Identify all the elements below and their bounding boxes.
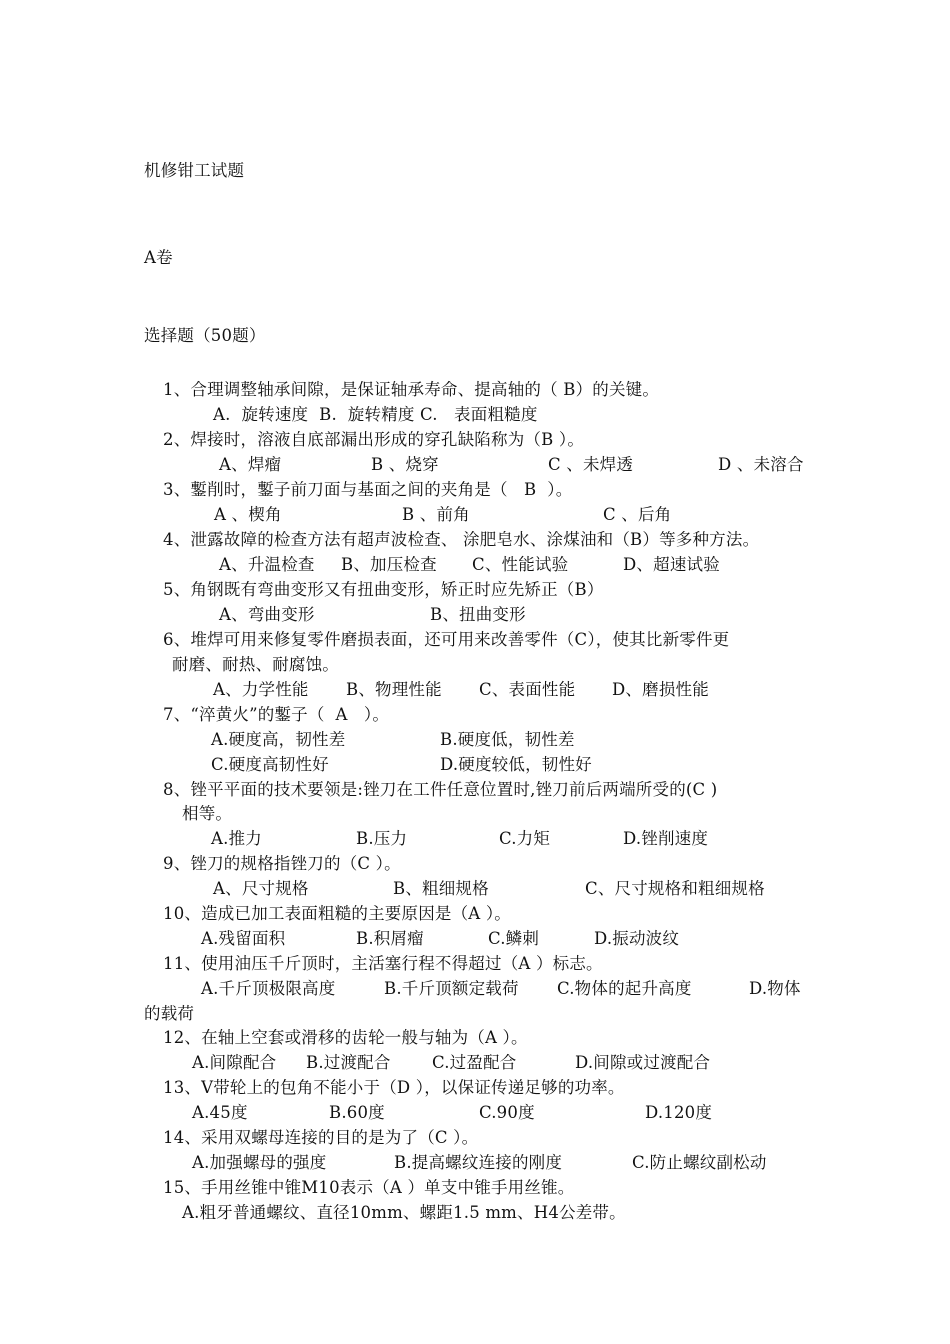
option: A.硬度高，韧性差 bbox=[211, 730, 346, 749]
option: C.90度 bbox=[479, 1103, 535, 1122]
option: B、加压检查 bbox=[341, 555, 437, 574]
question-13: 13、V带轮上的包角不能小于（D ），以保证传递足够的功率。 bbox=[163, 1078, 625, 1097]
option: D.物体 bbox=[749, 979, 801, 998]
option: D.振动波纹 bbox=[594, 929, 680, 948]
question-6: 6、堆焊可用来修复零件磨损表面，还可用来改善零件（C），使其比新零件更 bbox=[163, 630, 730, 649]
section-heading: 选择题（50题） bbox=[144, 326, 266, 345]
option: D.120度 bbox=[645, 1103, 713, 1122]
option: A、升温检查 bbox=[219, 555, 315, 574]
option: B 、烧穿 bbox=[371, 455, 439, 474]
option-continued: 的载荷 bbox=[144, 1004, 195, 1023]
option: C、尺寸规格和粗细规格 bbox=[585, 879, 765, 898]
option: A.粗牙普通螺纹、直径10mm、螺距1.5 mm、H4公差带。 bbox=[182, 1203, 626, 1222]
question-10: 10、造成已加工表面粗糙的主要原因是（A ）。 bbox=[163, 904, 512, 923]
option: C、性能试验 bbox=[472, 555, 569, 574]
question-15: 15、手用丝锥中锥M10表示（A ）单支中锥手用丝锥。 bbox=[163, 1178, 575, 1197]
option: A.45度 bbox=[192, 1103, 248, 1122]
option: B 、前角 bbox=[402, 505, 470, 524]
option: C 、后角 bbox=[603, 505, 672, 524]
option: D、超速试验 bbox=[623, 555, 720, 574]
option: C.过盈配合 bbox=[432, 1053, 517, 1072]
option: C、表面性能 bbox=[479, 680, 576, 699]
option: C.物体的起升高度 bbox=[557, 979, 692, 998]
option: A.间隙配合 bbox=[192, 1053, 277, 1072]
option: C.鳞刺 bbox=[488, 929, 540, 948]
question-8: 8、锉平平面的技术要领是:锉刀在工件任意位置时,锉刀前后两端所受的(C ) bbox=[163, 780, 718, 799]
option: B.积屑瘤 bbox=[356, 929, 424, 948]
question-12: 12、在轴上空套或滑移的齿轮一般与轴为（A ）。 bbox=[163, 1028, 528, 1047]
question-2: 2、焊接时，溶液自底部漏出形成的穿孔缺陷称为（B ）。 bbox=[163, 430, 585, 449]
option: A、力学性能 bbox=[213, 680, 309, 699]
option: D 、未溶合 bbox=[718, 455, 804, 474]
option: C.硬度高韧性好 bbox=[211, 755, 329, 774]
paper-label: A卷 bbox=[144, 248, 173, 267]
option: A、弯曲变形 bbox=[219, 605, 315, 624]
question-14: 14、采用双螺母连接的目的是为了（C ）。 bbox=[163, 1128, 479, 1147]
option: A.加强螺母的强度 bbox=[192, 1153, 327, 1172]
option: B.千斤顶额定载荷 bbox=[384, 979, 519, 998]
option: C.防止螺纹副松动 bbox=[632, 1153, 767, 1172]
option: B、扭曲变形 bbox=[430, 605, 526, 624]
option: B.提高螺纹连接的刚度 bbox=[394, 1153, 563, 1172]
option: A、焊瘤 bbox=[219, 455, 282, 474]
question-5: 5、角钢既有弯曲变形又有扭曲变形，矫正时应先矫正（B） bbox=[163, 580, 604, 599]
option: B、物理性能 bbox=[346, 680, 442, 699]
question-6-continued: 耐磨、耐热、耐腐蚀。 bbox=[172, 655, 339, 674]
question-1-options: A. 旋转速度 B. 旋转精度 C. 表面粗糙度 bbox=[213, 405, 538, 424]
option: C.力矩 bbox=[499, 829, 551, 848]
option: A 、楔角 bbox=[214, 505, 282, 524]
question-1: 1、合理调整轴承间隙，是保证轴承寿命、提高轴的（ B）的关键。 bbox=[163, 380, 660, 399]
question-11: 11、使用油压千斤顶时，主活塞行程不得超过（A ）标志。 bbox=[163, 954, 603, 973]
question-4: 4、泄露故障的检查方法有超声波检查、 涂肥皂水、涂煤油和（B）等多种方法。 bbox=[163, 530, 760, 549]
option: C 、未焊透 bbox=[548, 455, 634, 474]
option: B.过渡配合 bbox=[306, 1053, 391, 1072]
option: A.残留面积 bbox=[201, 929, 286, 948]
option: B.60度 bbox=[329, 1103, 385, 1122]
question-9: 9、锉刀的规格指锉刀的（C ）。 bbox=[163, 854, 401, 873]
option: D.硬度较低，韧性好 bbox=[440, 755, 592, 774]
option: B、粗细规格 bbox=[393, 879, 489, 898]
option: B.压力 bbox=[356, 829, 408, 848]
option: D.间隙或过渡配合 bbox=[575, 1053, 711, 1072]
option: D、磨损性能 bbox=[612, 680, 709, 699]
option: A、尺寸规格 bbox=[213, 879, 309, 898]
option: B.硬度低，韧性差 bbox=[440, 730, 575, 749]
option: A.千斤顶极限高度 bbox=[201, 979, 336, 998]
option: D.锉削速度 bbox=[623, 829, 709, 848]
question-7: 7、“淬黄火”的鏨子（ A ）。 bbox=[163, 705, 390, 724]
question-3: 3、鏨削时，鏨子前刀面与基面之间的夹角是（ B ）。 bbox=[163, 480, 573, 499]
question-8-continued: 相等。 bbox=[182, 804, 233, 823]
option: A.推力 bbox=[211, 829, 262, 848]
document-title: 机修钳工试题 bbox=[144, 161, 245, 180]
